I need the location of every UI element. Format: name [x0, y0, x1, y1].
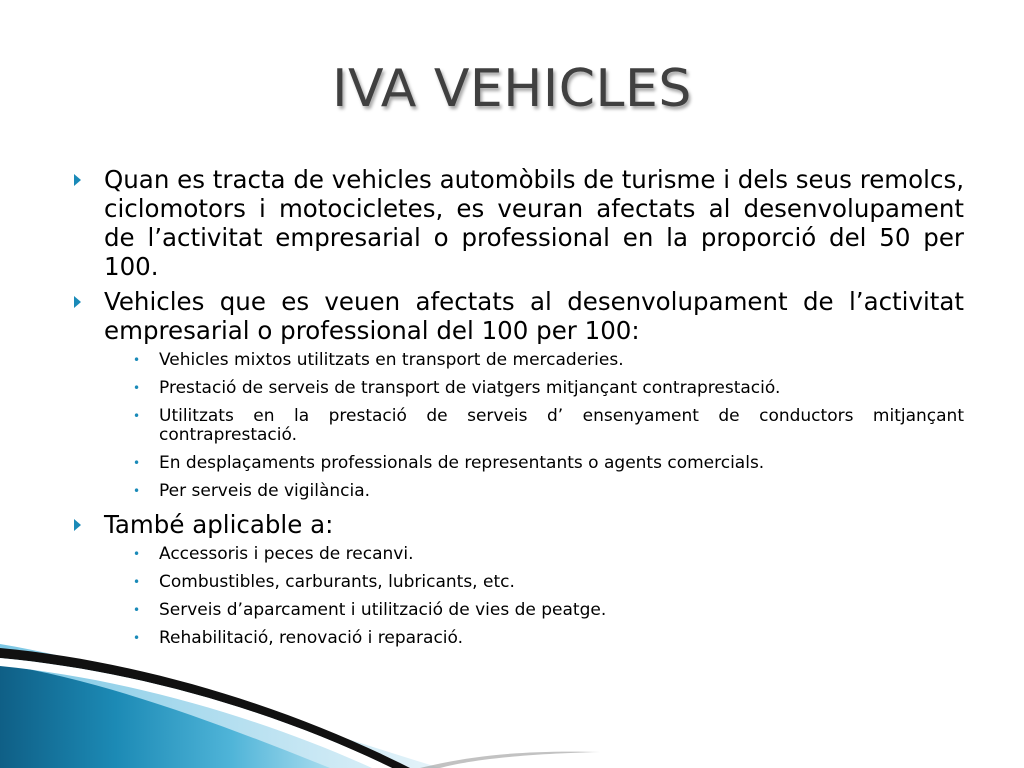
sub-bullet-text: Combustibles, carburants, lubricants, etc.	[159, 572, 515, 592]
sub-bullet-item	[72, 573, 964, 592]
bullet-item	[72, 287, 964, 345]
dot-bullet-icon: •	[133, 409, 141, 423]
sub-bullet-text: Rehabilitació, renovació i reparació.	[159, 628, 464, 648]
sub-bullet-item	[72, 379, 964, 398]
sub-bullet-item	[72, 454, 964, 473]
dot-bullet-icon: •	[133, 353, 141, 367]
sub-bullet-text: Vehicles mixtos utilitzats en transport de mercaderies.	[159, 350, 624, 370]
triangle-arrow-icon	[74, 519, 81, 531]
sub-bullet-text: Prestació de serveis de transport de viatgers mitjançant contraprestació.	[159, 378, 781, 398]
sub-bullet-list	[72, 351, 964, 501]
sub-bullet-item	[72, 351, 964, 370]
dot-bullet-icon: •	[133, 575, 141, 589]
triangle-arrow-icon	[74, 174, 81, 186]
slide-body	[72, 165, 964, 657]
sub-bullet-text: Accessoris i peces de recanvi.	[159, 544, 414, 564]
sub-bullet-text: Per serveis de vigilància.	[159, 481, 371, 501]
dot-bullet-icon: •	[133, 456, 141, 470]
decorative-wave-corner	[0, 620, 1024, 768]
dot-bullet-icon: •	[133, 484, 141, 498]
bullet-text: També aplicable a:	[104, 510, 334, 539]
sub-bullet-item	[72, 601, 964, 620]
slide-title: IVA VEHICLES	[332, 59, 692, 119]
sub-bullet-item	[72, 482, 964, 501]
dot-bullet-icon: •	[133, 603, 141, 617]
dot-bullet-icon: •	[133, 631, 141, 645]
sub-bullet-text: Utilitzats en la prestació de serveis d’ ensenyament de conductors mitjançant contraprestació.	[159, 406, 964, 445]
triangle-arrow-icon	[74, 296, 81, 308]
sub-bullet-text: En desplaçaments professionals de representants o agents comercials.	[159, 453, 765, 473]
bullet-text: Quan es tracta de vehicles automòbils de turisme i dels seus remolcs, ciclomotors i motocicletes, es veuran afectats al desenvolupament de l’activitat empresarial o professional en la proporció del 50 per 100.	[104, 165, 964, 281]
dot-bullet-icon: •	[133, 381, 141, 395]
bullet-item	[72, 165, 964, 281]
bullet-item	[72, 510, 964, 539]
sub-bullet-text: Serveis d’aparcament i utilització de vies de peatge.	[159, 600, 607, 620]
wave-shadow-line	[420, 752, 600, 768]
sub-bullet-item	[72, 545, 964, 564]
sub-bullet-item	[72, 407, 964, 445]
bullet-text: Vehicles que es veuen afectats al desenvolupament de l’activitat empresarial o professional del 100 per 100:	[104, 287, 964, 345]
dot-bullet-icon: •	[133, 547, 141, 561]
